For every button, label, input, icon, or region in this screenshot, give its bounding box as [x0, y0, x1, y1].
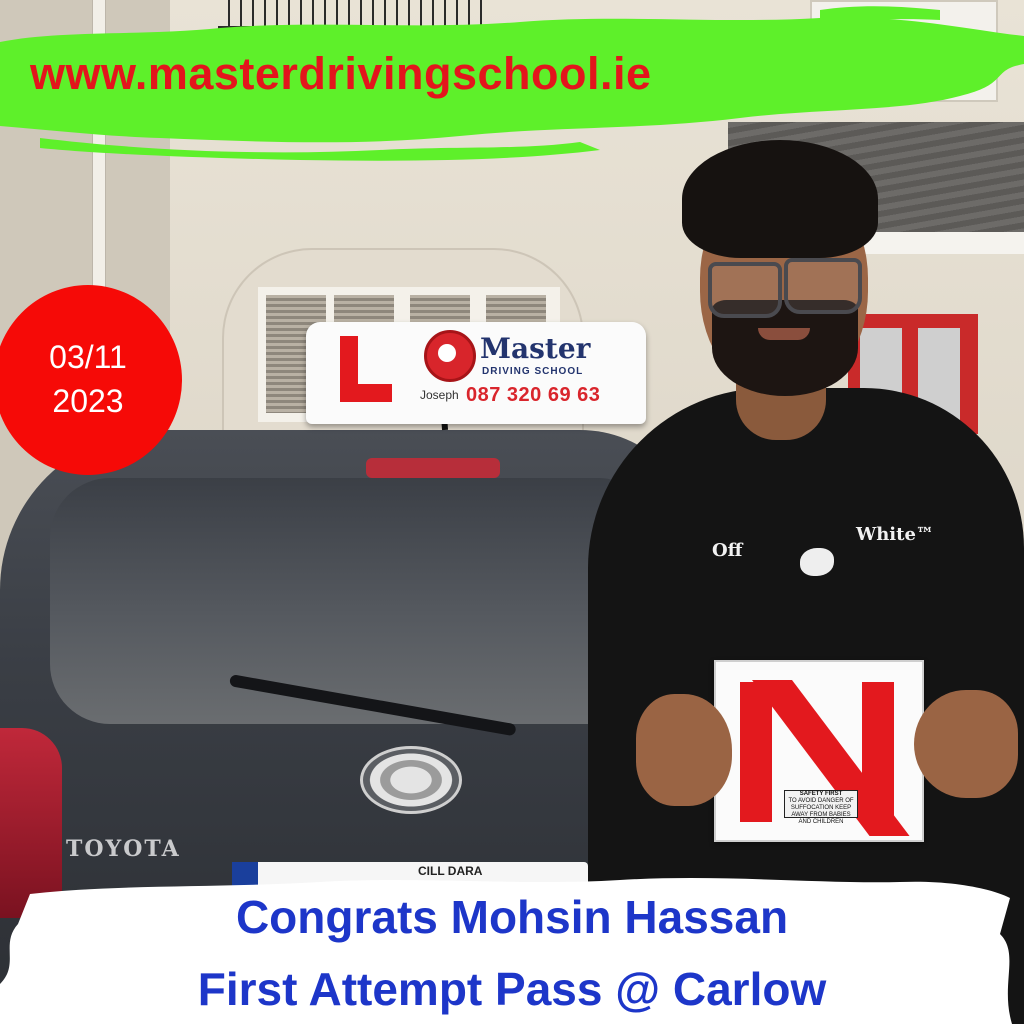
date-day-month: 03/11 — [49, 339, 127, 375]
right-hand — [914, 690, 1018, 798]
sign-phone: 087 320 69 63 — [466, 384, 601, 406]
glasses-icon — [708, 262, 782, 318]
sign-subtitle: DRIVING SCHOOL — [482, 366, 584, 377]
learner-l-icon — [332, 332, 400, 408]
left-hand — [636, 694, 732, 806]
driving-school-roof-sign — [306, 322, 646, 424]
sign-brand: Master — [480, 332, 591, 365]
glasses-icon — [784, 258, 862, 314]
date-badge — [0, 285, 182, 475]
safety-warning-text: TO AVOID DANGER OF SUFFOCATION KEEP AWAY FROM BABIES AND CHILDREN — [788, 798, 854, 825]
n-letter-left — [740, 682, 772, 822]
shirt-logo-right: White™ — [856, 524, 934, 545]
shirt-lips-icon — [800, 548, 834, 576]
brake-light — [366, 458, 500, 478]
shirt-logo-left: Off — [712, 540, 743, 561]
n-letter-right — [862, 682, 894, 822]
safety-warning-title: SAFETY FIRST — [799, 791, 843, 797]
car-rear-window — [50, 478, 640, 724]
car-brand-lettering: TOYOTA — [66, 836, 181, 862]
novice-n-plate — [714, 660, 924, 842]
date-year: 2023 — [52, 383, 124, 419]
caption-congrats: Congrats Mohsin Hassan — [235, 891, 789, 943]
quality-approved-seal-icon — [424, 330, 476, 382]
toyota-logo-icon — [360, 746, 462, 814]
person-smile — [758, 328, 810, 340]
plate-county: CILL DARA — [418, 864, 483, 878]
safety-warning-label — [784, 790, 858, 825]
website-url: www.masterdrivingschool.ie — [30, 48, 652, 99]
caption-pass-location: First Attempt Pass @ Carlow — [197, 963, 827, 1015]
sign-instructor: Joseph — [420, 388, 459, 402]
